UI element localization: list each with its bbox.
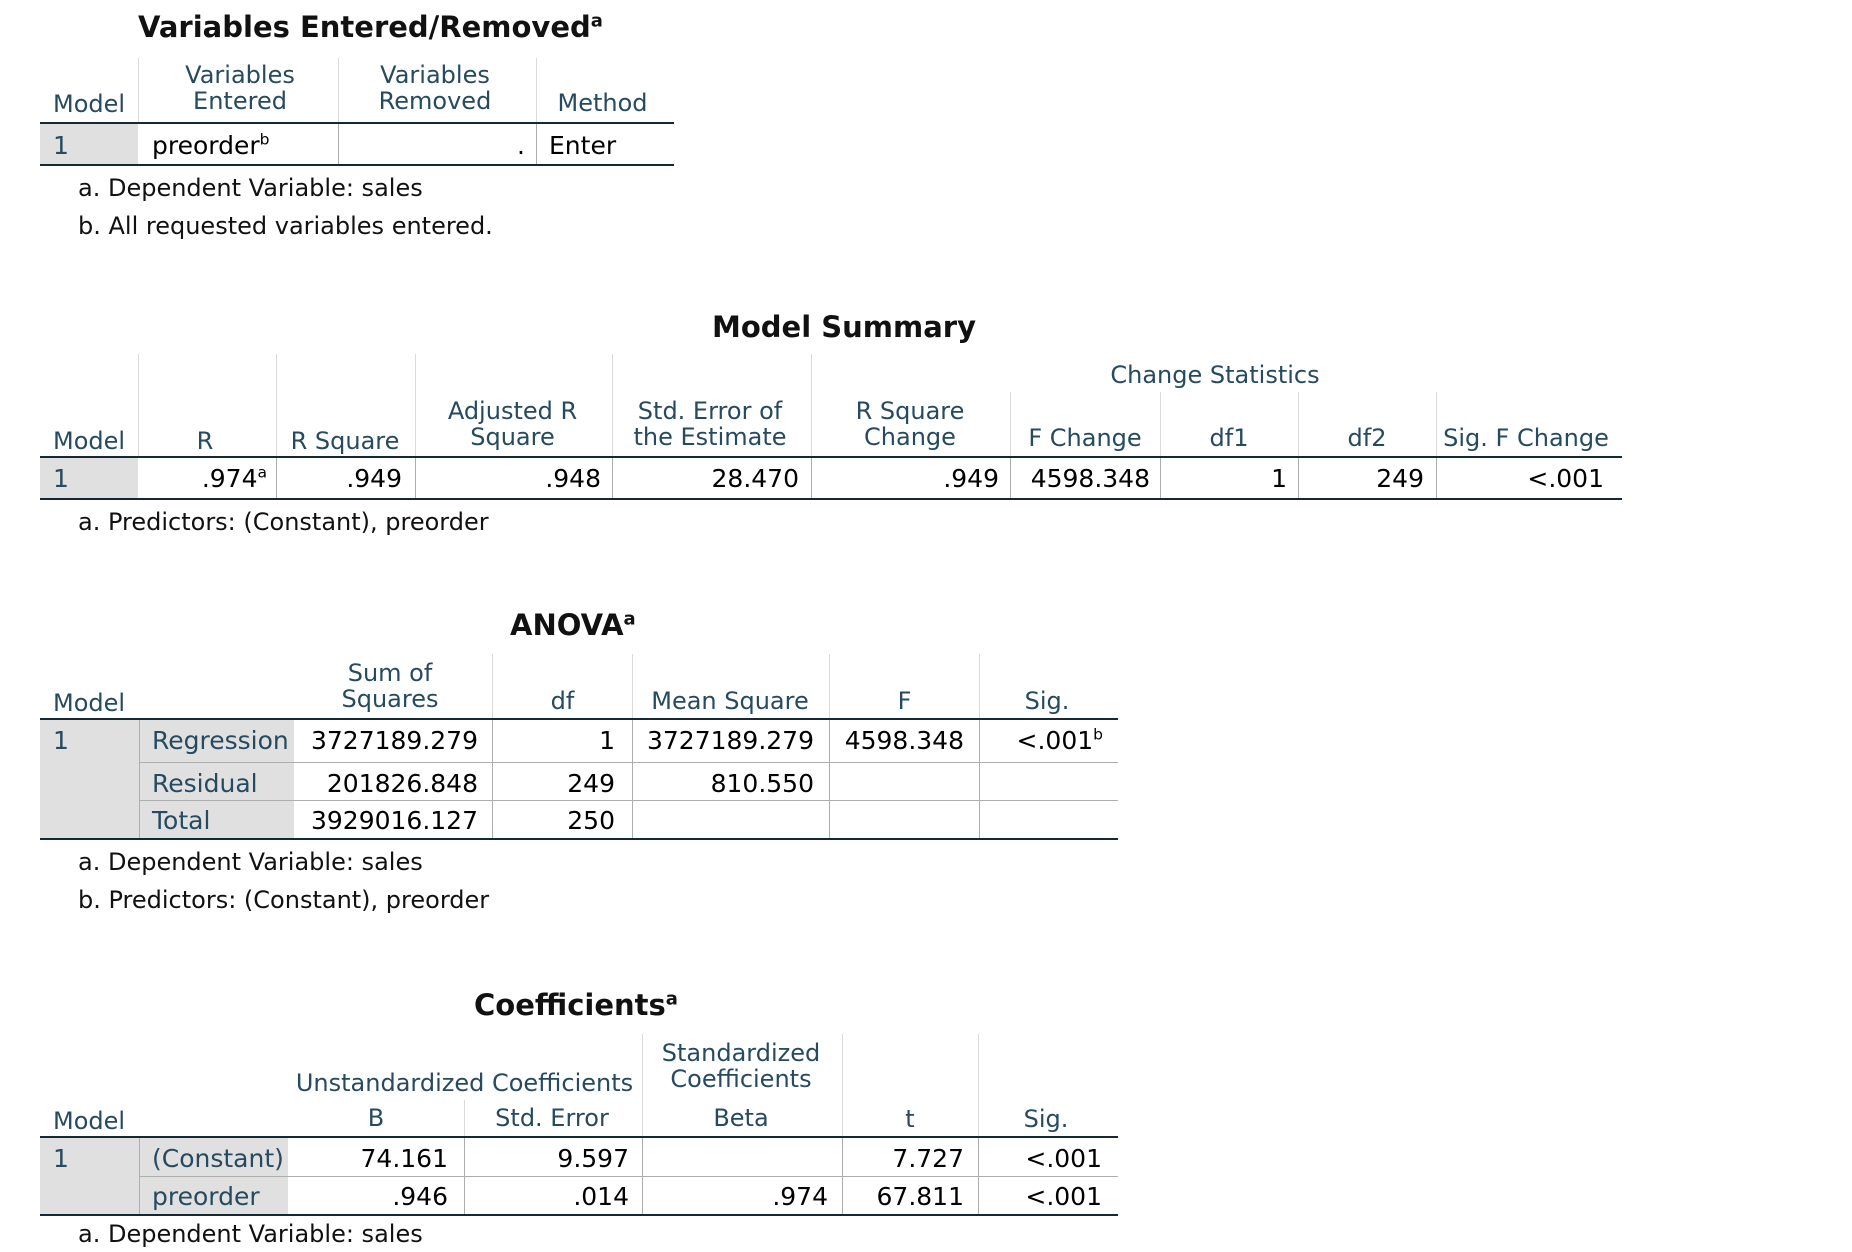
header-t: t <box>905 1105 915 1133</box>
cell-b: .946 <box>392 1182 448 1211</box>
cell-df: 249 <box>567 769 615 798</box>
footnote-a: a. Dependent Variable: sales <box>78 848 423 876</box>
header-r-square-change: R Square Change <box>855 397 965 451</box>
header-model: Model <box>53 90 126 118</box>
footnote-b: b. Predictors: (Constant), preorder <box>78 886 490 914</box>
header-b: B <box>367 1104 385 1132</box>
table-title: Model Summary <box>712 310 976 344</box>
row-label-regression: Regression <box>152 726 289 755</box>
table-title: ANOVA$^a$ <box>510 608 636 642</box>
cell-sum-of-squares: 201826.848 <box>326 769 478 798</box>
header-f-change: F Change <box>1028 424 1142 452</box>
cell-df1: 1 <box>1271 464 1287 493</box>
header-r: R <box>196 427 214 455</box>
header-model: Model <box>53 689 126 717</box>
header-adjusted-r-square: Adjusted R Square <box>447 397 578 451</box>
row-label-total: Total <box>152 806 211 835</box>
cell-std-error: .014 <box>573 1182 629 1211</box>
row-model: 1 <box>53 464 69 493</box>
header-method: Method <box>557 89 648 117</box>
table-title: Variables Entered/Removed$^a$ <box>138 10 603 44</box>
cell-t: 67.811 <box>876 1182 964 1211</box>
cell-mean-square: 810.550 <box>710 769 814 798</box>
header-standardized-coefficients: Standardized Coefficients <box>661 1039 821 1093</box>
cell-sig-f-change: <.001 <box>1527 464 1604 493</box>
row-label-preorder: preorder <box>152 1182 260 1211</box>
cell-f: 4598.348 <box>844 726 964 755</box>
cell-adjusted-r-square: .948 <box>545 464 601 493</box>
cell-r-square: .949 <box>346 464 402 493</box>
header-variables-entered: Variables Entered <box>185 61 295 115</box>
header-model: Model <box>53 1107 126 1135</box>
header-df2: df2 <box>1347 424 1387 452</box>
footnote-b: b. All requested variables entered. <box>78 212 493 240</box>
row-label-constant: (Constant) <box>152 1144 284 1173</box>
footnote-a: a. Dependent Variable: sales <box>78 174 423 202</box>
cell-b: 74.161 <box>360 1144 448 1173</box>
header-std-error-estimate: Std. Error of the Estimate <box>633 397 787 451</box>
header-sig-f-change: Sig. F Change <box>1443 424 1609 452</box>
cell-mean-square: 3727189.279 <box>646 726 814 755</box>
cell-entered: preorder$^b$ <box>152 130 270 160</box>
cell-sig: <.001$^b$ <box>1016 725 1103 755</box>
row-label-residual: Residual <box>152 769 258 798</box>
cell-sum-of-squares: 3727189.279 <box>310 726 478 755</box>
table-title: Coefficients$^a$ <box>474 988 678 1022</box>
row-model: 1 <box>53 1144 69 1173</box>
row-model: 1 <box>53 131 69 160</box>
header-df1: df1 <box>1209 424 1249 452</box>
header-std-error: Std. Error <box>495 1104 609 1132</box>
header-df: df <box>550 687 575 715</box>
header-sig: Sig. <box>1023 1105 1069 1133</box>
cell-sum-of-squares: 3929016.127 <box>310 806 478 835</box>
cell-std-error: 9.597 <box>557 1144 629 1173</box>
header-change-statistics: Change Statistics <box>1110 361 1320 389</box>
header-model: Model <box>53 427 126 455</box>
cell-f-change: 4598.348 <box>1030 464 1150 493</box>
cell-beta: .974 <box>772 1182 828 1211</box>
cell-r-square-change: .949 <box>943 464 999 493</box>
cell-removed: . <box>517 131 525 160</box>
cell-sig: <.001 <box>1025 1182 1102 1211</box>
cell-df: 250 <box>567 806 615 835</box>
header-sig: Sig. <box>1024 687 1070 715</box>
header-f: F <box>897 687 912 715</box>
cell-std-error: 28.470 <box>711 464 799 493</box>
header-beta: Beta <box>713 1104 769 1132</box>
footnote-a: a. Dependent Variable: sales <box>78 1220 423 1248</box>
footnote-a: a. Predictors: (Constant), preorder <box>78 508 489 536</box>
cell-method: Enter <box>549 131 617 160</box>
header-mean-square: Mean Square <box>651 687 809 715</box>
cell-df: 1 <box>599 726 615 755</box>
cell-sig: <.001 <box>1025 1144 1102 1173</box>
cell-df2: 249 <box>1376 464 1424 493</box>
row-model: 1 <box>53 726 69 755</box>
header-r-square: R Square <box>290 427 400 455</box>
header-sum-of-squares: Sum of Squares <box>341 659 439 713</box>
cell-t: 7.727 <box>892 1144 964 1173</box>
cell-r: .974$^a$ <box>201 463 267 493</box>
header-variables-removed: Variables Removed <box>378 61 492 115</box>
header-unstandardized-coefficients: Unstandardized Coefficients <box>295 1069 634 1097</box>
